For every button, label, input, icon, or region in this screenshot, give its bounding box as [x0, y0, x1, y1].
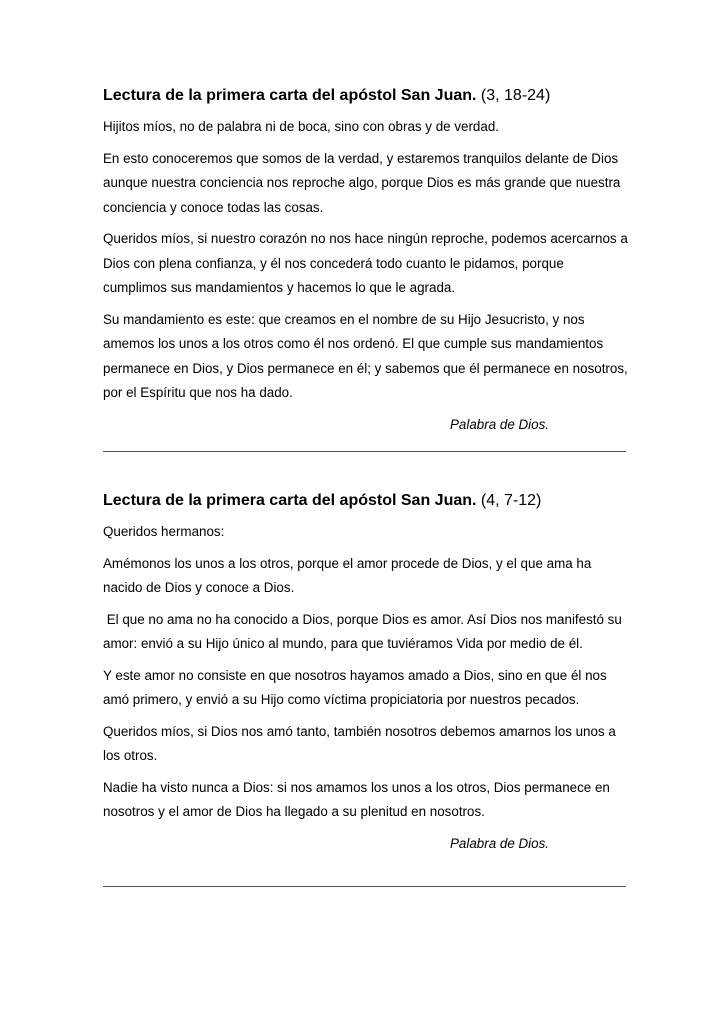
reading-paragraph: El que no ama no ha conocido a Dios, porque Dios es amor. Así Dios nos manifestó su amor: envió a su Hijo único al mundo, para que tuviéramos Vida por medio de él.: [103, 611, 626, 651]
reading-2: [103, 489, 628, 856]
section-divider: [103, 451, 626, 452]
reading-title-text: Lectura de la primera carta del apóstol San Juan.: [103, 87, 477, 104]
reading-paragraph: Amémonos los unos a los otros, porque el amor procede de Dios, y el que ama ha nacido de Dios y conoce a Dios.: [103, 555, 592, 595]
reading-1: [103, 84, 628, 437]
reading-closing: Palabra de Dios.: [450, 416, 549, 432]
reading-reference: (3, 18-24): [476, 87, 551, 104]
reading-paragraph: Queridos míos, si Dios nos amó tanto, también nosotros debemos amarnos los unos a los otros.: [103, 723, 616, 763]
reading-title: [103, 489, 628, 513]
reading-paragraph: Y este amor no consiste en que nosotros hayamos amado a Dios, sino en que él nos amó primero, y envió a su Hijo como víctima propiciatoria por nuestros pecados.: [103, 667, 607, 707]
reading-paragraph: Hijitos míos, no de palabra ni de boca, sino con obras y de verdad.: [103, 119, 499, 134]
reading-paragraph: En esto conoceremos que somos de la verdad, y estaremos tranquilos delante de Dios aunque nuestra conciencia nos reproche algo, porque Dios es más grande que nuestra conciencia y conoce todas las cosas.: [103, 150, 621, 215]
reading-paragraph: Su mandamiento es este: que creamos en el nombre de su Hijo Jesucristo, y nos amemos los unos a los otros como él nos ordenó. El que cumple sus mandamientos permanece en Dios, y Dios permanece en él; y sabemos que él permanece en nosotros, por el Espíritu que nos ha dado.: [103, 311, 628, 400]
reading-closing: Palabra de Dios.: [450, 835, 549, 851]
section-divider: [103, 886, 626, 887]
reading-paragraph: Queridos míos, si nuestro corazón no nos hace ningún reproche, podemos acercarnos a Dios con plena confianza, y él nos concederá todo cuanto le pidamos, porque cumplimos sus mandamientos y hacemos lo que le agrada.: [103, 231, 628, 295]
reading-title-text: Lectura de la primera carta del apóstol San Juan.: [103, 492, 477, 509]
reading-reference: (4, 7-12): [476, 492, 542, 509]
reading-title: [103, 84, 628, 108]
reading-paragraph: Queridos hermanos:: [103, 524, 225, 539]
reading-paragraph: Nadie ha visto nunca a Dios: si nos amamos los unos a los otros, Dios permanece en nosotros y el amor de Dios ha llegado a su plenitud en nosotros.: [103, 779, 610, 819]
